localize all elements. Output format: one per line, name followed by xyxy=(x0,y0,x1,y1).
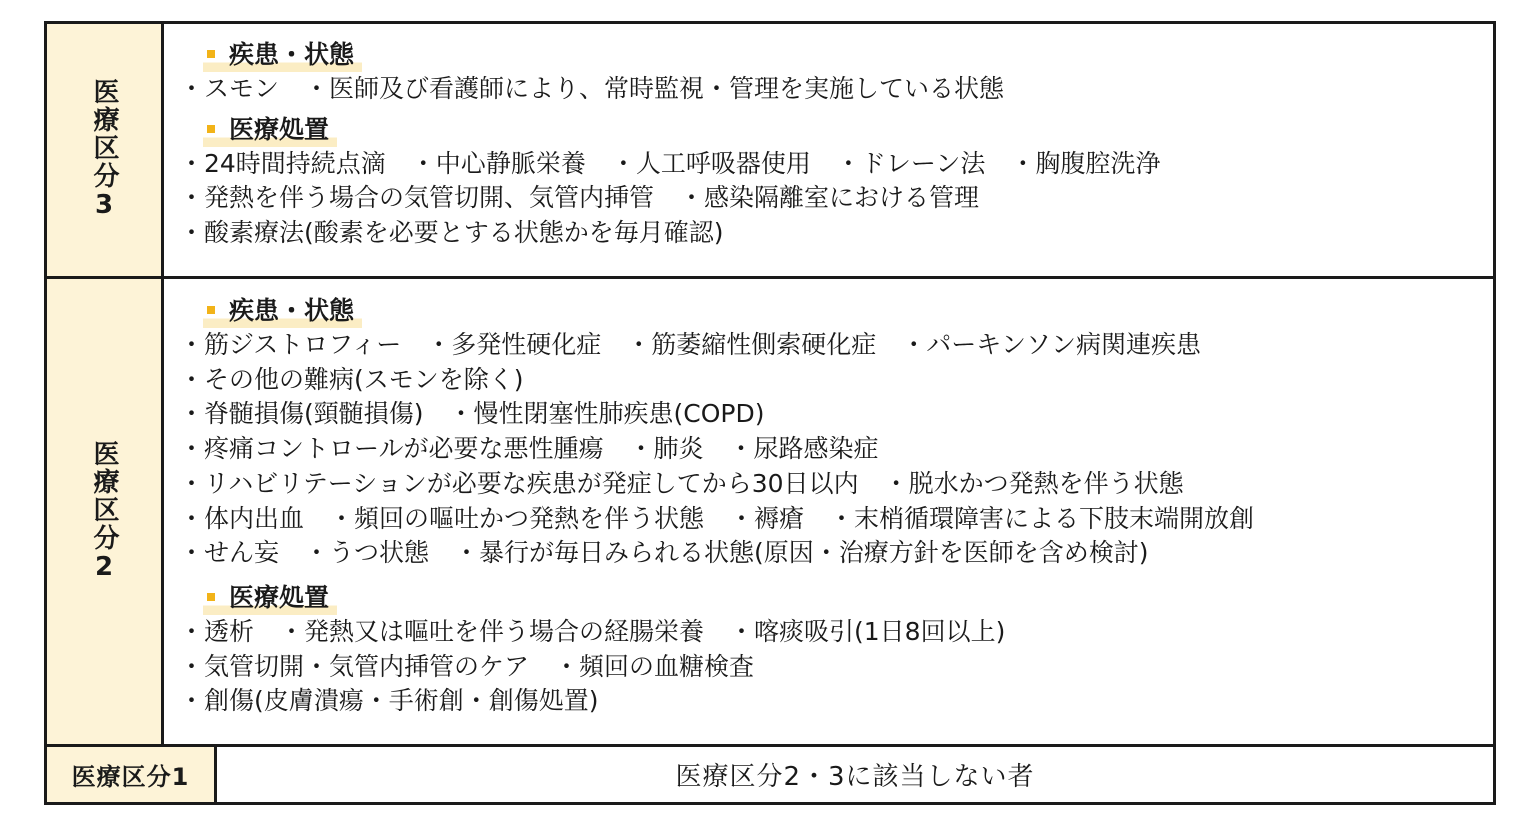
list-item: ・疼痛コントロールが必要な悪性腫瘍 ・肺炎 ・尿路感染症 xyxy=(179,434,879,464)
list-item: ・リハビリテーションが必要な疾患が発症してから30日以内 ・脱水かつ発熱を伴う状態 xyxy=(179,468,1184,498)
bullet-square-icon xyxy=(207,306,215,314)
list-item: ・脊髄損傷(頸髄損傷) ・慢性閉塞性肺疾患(COPD) xyxy=(179,399,765,429)
category-3-row xyxy=(47,24,1493,279)
treatments-list xyxy=(177,615,1485,719)
category-2-label-cell xyxy=(47,279,164,744)
category-3-label-cell xyxy=(47,24,164,276)
list-item: ・スモン ・医師及び看護師により、常時監視・管理を実施している状態 xyxy=(179,74,1005,103)
category-2-row xyxy=(47,279,1493,747)
treatments-list xyxy=(177,147,1485,251)
bullet-square-icon xyxy=(207,125,215,133)
category-1-row xyxy=(47,747,1493,802)
list-item: ・せん妄 ・うつ状態 ・暴行が毎日みられる状態(原因・治療方針を医師を含め検討) xyxy=(179,538,1149,568)
category-2-label: 医療区分2 xyxy=(89,439,119,584)
conditions-list xyxy=(177,328,1485,571)
category-1-label-cell xyxy=(47,747,217,802)
list-item: ・24時間持続点滴 ・中心静脈栄養 ・人工呼吸器使用 ・ドレーン法 ・胸腹腔洗浄 xyxy=(179,148,1161,178)
section-heading-conditions xyxy=(203,38,362,72)
list-item: ・発熱を伴う場合の気管切開、気管内挿管 ・感染隔離室における管理 xyxy=(179,183,980,213)
category-3-label: 医療区分3 xyxy=(89,78,119,222)
section-heading-treatments xyxy=(203,581,337,615)
medical-category-table xyxy=(44,21,1496,805)
category-1-content xyxy=(217,747,1493,802)
category-3-content xyxy=(177,24,1485,276)
list-item: ・その他の難病(スモンを除く) xyxy=(179,364,524,394)
section-heading-text: 疾患・状態 xyxy=(229,296,355,325)
category-1-label: 医療区分1 xyxy=(71,763,190,791)
list-item: ・筋ジストロフィー ・多発性硬化症 ・筋萎縮性側索硬化症 ・パーキンソン病関連疾患 xyxy=(179,330,1202,359)
section-heading-treatments xyxy=(203,113,337,147)
section-heading-conditions xyxy=(203,294,362,328)
section-heading-text: 疾患・状態 xyxy=(229,40,355,69)
category-2-content xyxy=(177,279,1485,744)
list-item: ・透析 ・発熱又は嘔吐を伴う場合の経腸栄養 ・喀痰吸引(1日8回以上) xyxy=(179,616,1006,646)
list-item: ・創傷(皮膚潰瘍・手術創・創傷処置) xyxy=(179,686,599,716)
section-heading-text: 医療処置 xyxy=(229,582,330,612)
bullet-square-icon xyxy=(207,593,215,601)
section-heading-text: 医療処置 xyxy=(229,114,330,144)
list-item: ・体内出血 ・頻回の嘔吐かつ発熱を伴う状態 ・褥瘡 ・末梢循環障害による下肢末端開放創 xyxy=(179,503,1255,533)
bullet-square-icon xyxy=(207,50,215,58)
conditions-list xyxy=(177,72,1485,107)
list-item: ・酸素療法(酸素を必要とする状態かを毎月確認) xyxy=(179,218,724,248)
category-1-description: 医療区分2・3に該当しない者 xyxy=(675,762,1035,792)
list-item: ・気管切開・気管内挿管のケア ・頻回の血糖検査 xyxy=(179,651,755,681)
